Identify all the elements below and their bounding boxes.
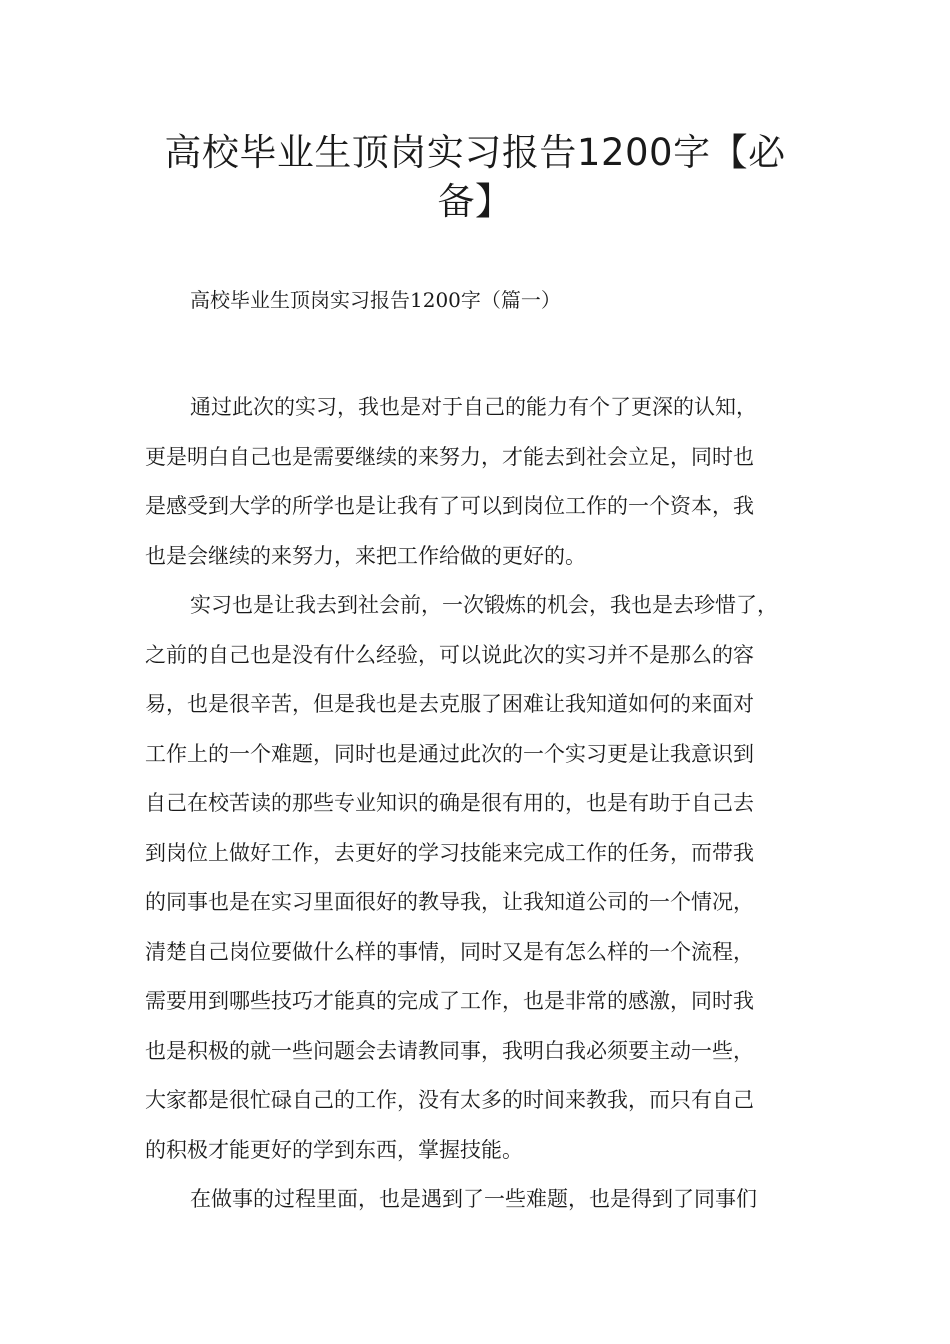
paragraph-line: 的同事也是在实习里面很好的教导我，让我知道公司的一个情况， xyxy=(145,890,754,914)
document-title xyxy=(145,128,805,226)
paragraph-line: 工作上的一个难题，同时也是通过此次的一个实习更是让我意识到 xyxy=(145,741,754,766)
paragraph-line: 易，也是很辛苦，但是我也是去克服了困难让我知道如何的来面对 xyxy=(145,692,754,716)
paragraph-line: 也是会继续的来努力，来把工作给做的更好的。 xyxy=(145,543,586,568)
paragraph-line: 的积极才能更好的学到东西，掌握技能。 xyxy=(145,1137,523,1162)
paragraph-line: 到岗位上做好工作，去更好的学习技能来完成工作的任务，而带我 xyxy=(145,840,754,865)
paragraph-line: 更是明白自己也是需要继续的来努力，才能去到社会立足，同时也 xyxy=(145,444,754,469)
body-text xyxy=(145,383,820,1225)
title-line-1: 高校毕业生顶岗实习报告1200字【必 xyxy=(164,131,786,174)
title-line-2: 备】 xyxy=(437,180,513,223)
paragraph-line: 通过此次的实习，我也是对于自己的能力有个了更深的认知， xyxy=(190,395,757,419)
paragraph-line: 也是积极的就一些问题会去请教同事，我明白我必须要主动一些， xyxy=(145,1038,754,1063)
paragraph-line: 自己在校苦读的那些专业知识的确是很有用的，也是有助于自己去 xyxy=(145,791,754,815)
paragraph-line: 清楚自己岗位要做什么样的事情，同时又是有怎么样的一个流程， xyxy=(145,939,754,964)
paragraph-line: 之前的自己也是没有什么经验，可以说此次的实习并不是那么的容 xyxy=(145,642,754,667)
paragraph-line: 是感受到大学的所学也是让我有了可以到岗位工作的一个资本，我 xyxy=(145,494,754,518)
section-subtitle: 高校毕业生顶岗实习报告1200字（篇一） xyxy=(190,288,561,312)
paragraph-line: 大家都是很忙碌自己的工作，没有太多的时间来教我，而只有自己 xyxy=(145,1088,754,1112)
paragraph-line: 在做事的过程里面，也是遇到了一些难题，也是得到了同事们 xyxy=(190,1187,757,1211)
paragraph-line: 实习也是让我去到社会前，一次锻炼的机会，我也是去珍惜了， xyxy=(190,593,778,617)
paragraph-line: 需要用到哪些技巧才能真的完成了工作，也是非常的感激，同时我 xyxy=(145,989,754,1013)
